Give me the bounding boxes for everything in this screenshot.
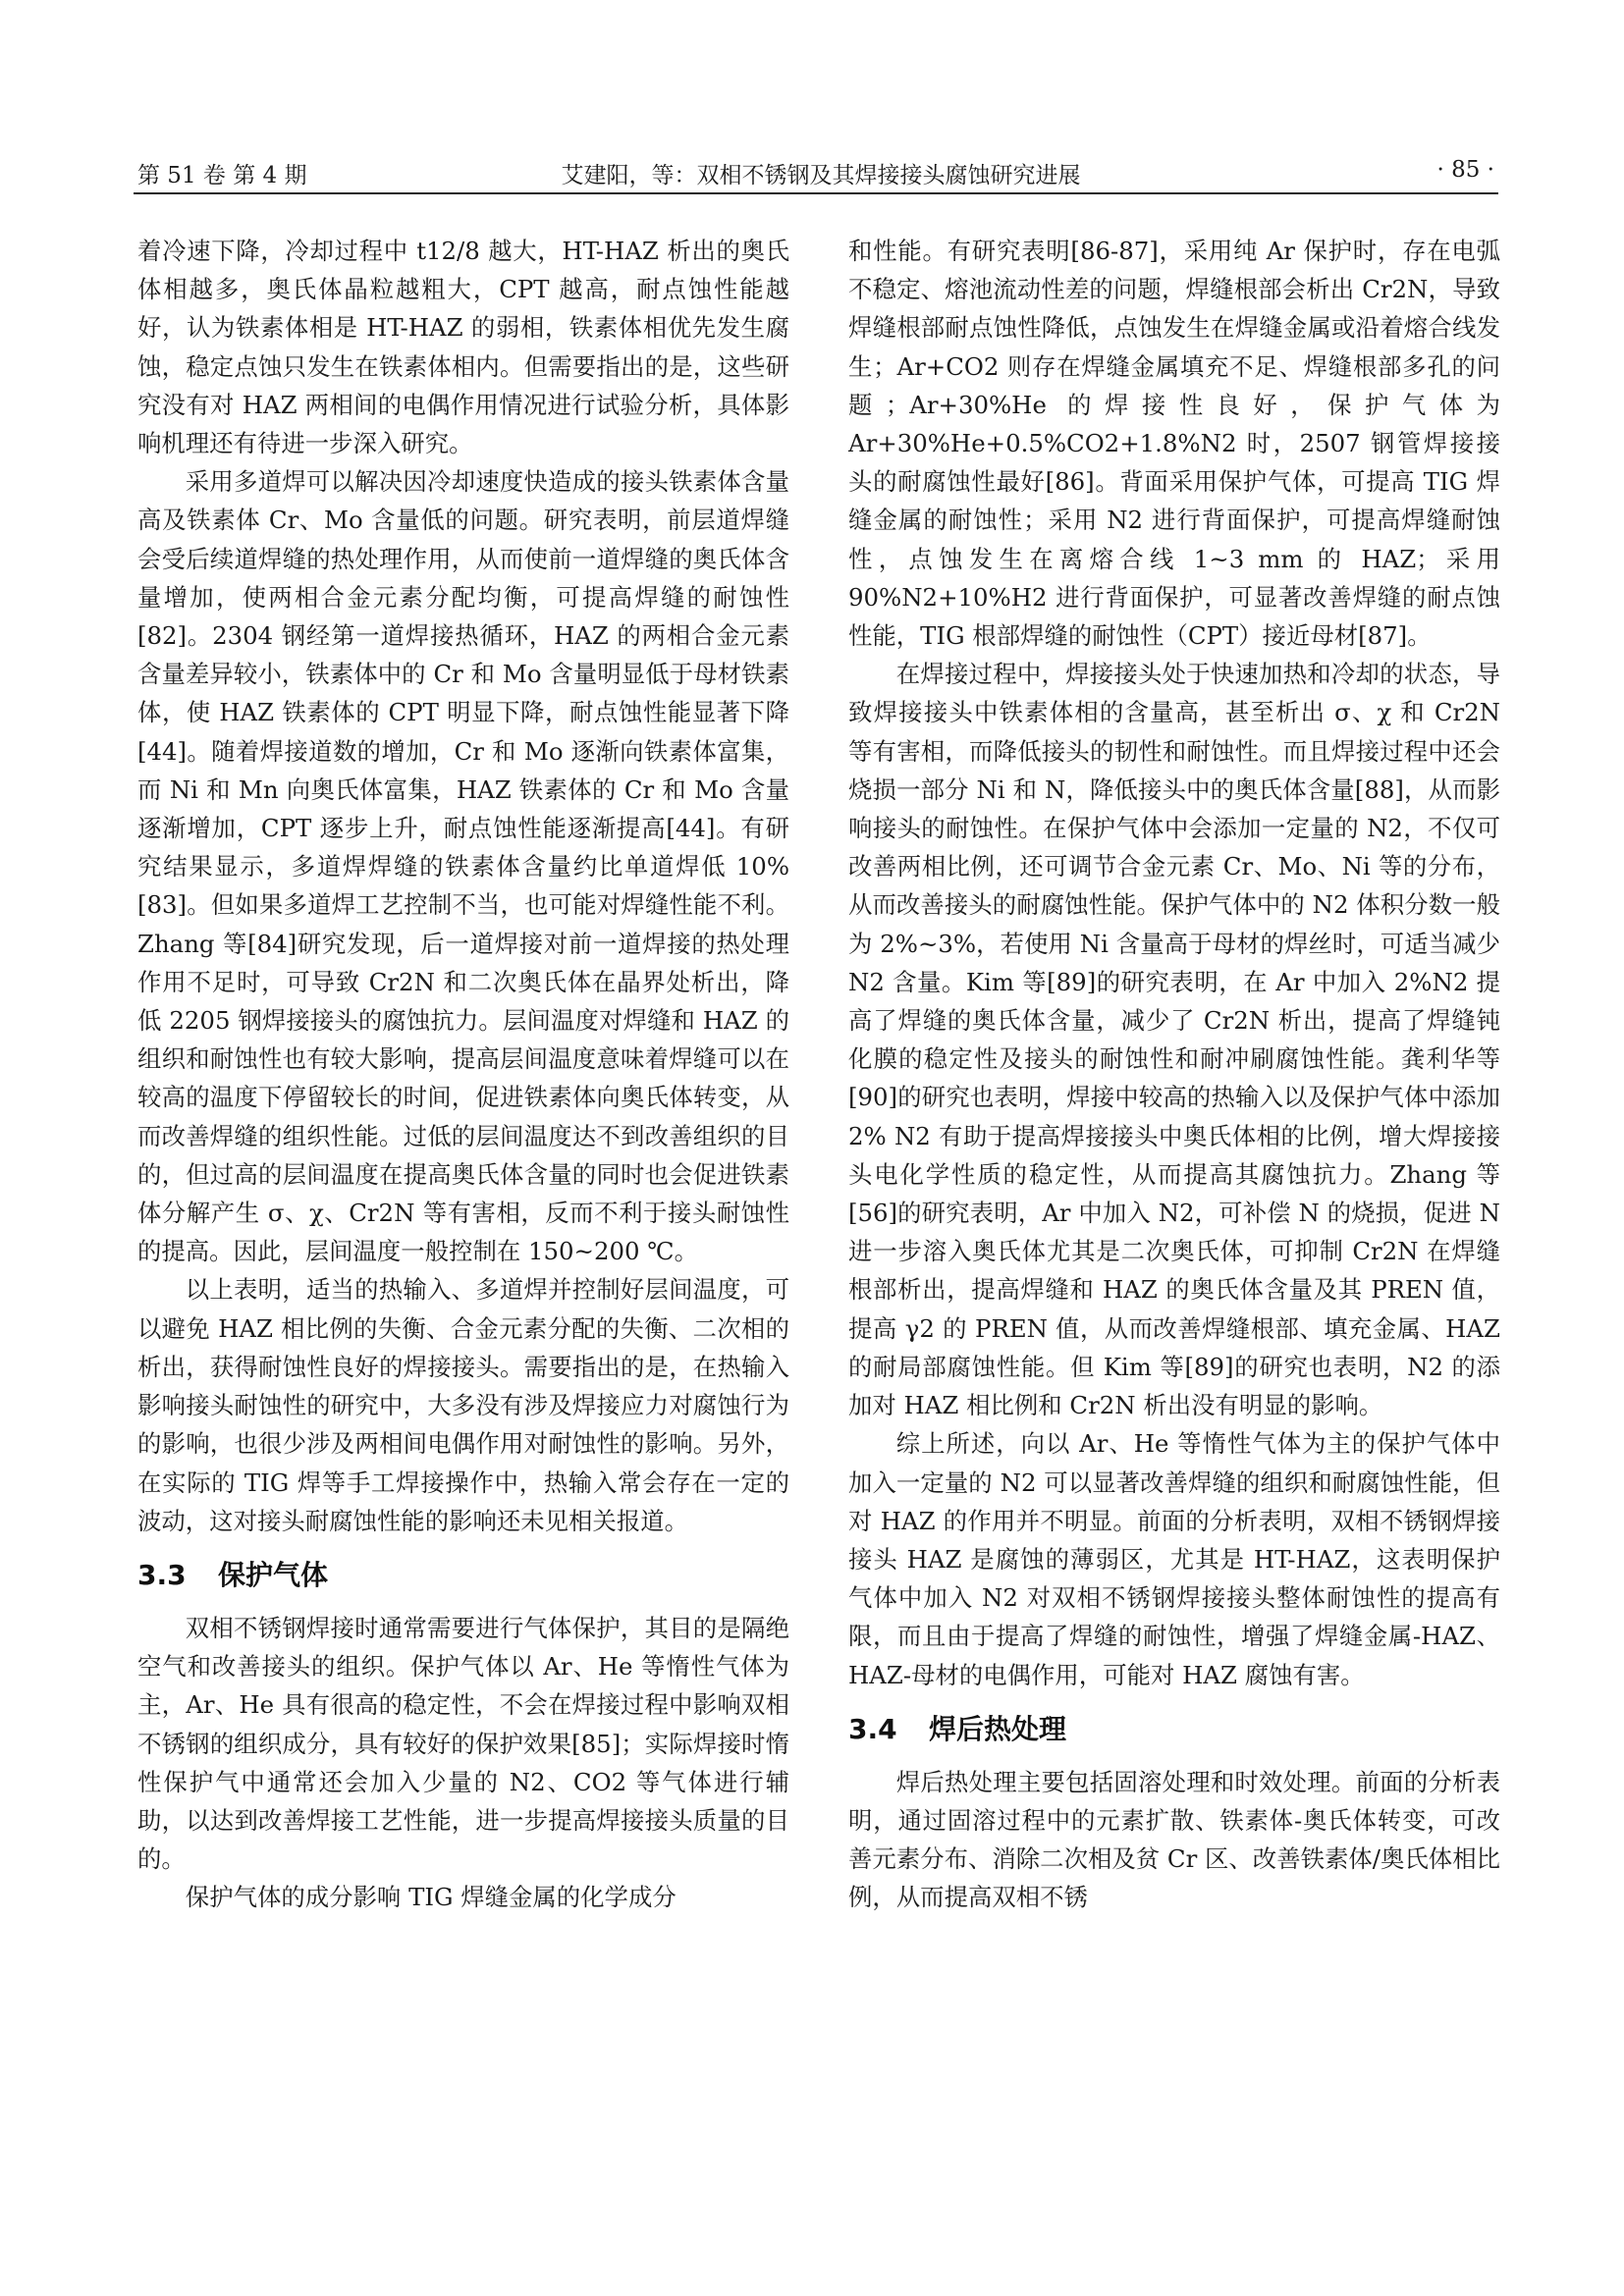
paragraph-left-2: 采用多道焊可以解决因冷却速度快造成的接头铁素体含量高及铁素体 Cr、Mo 含量低的问题。研究表明，前层道焊缝会受后续道焊缝的热处理作用，从而使前一道焊缝的奥氏体含量增加，使两相合金元素分配均衡，可提高焊缝的耐蚀性[82]。2304 钢经第一道焊接热循环，HAZ 的两相合金元素含量差异较小，铁素体中的 Cr 和 Mo 含量明显低于母材铁素体，使 HAZ 铁素体的 CPT 明显下降，耐点蚀性能显著下降[44]。随着焊接道数的增加，Cr 和 Mo 逐渐向铁素体富集，而 Ni 和 Mn 向奥氏体富集，HAZ 铁素体的 Cr 和 Mo 含量逐渐增加，CPT 逐步上升，耐点蚀性能逐渐提高[44]。有研究结果显示，多道焊焊缝的铁素体含量约比单道焊低 10%[83]。但如果多道焊工艺控制不当，也可能对焊缝性能不利。Zhang 等[84]研究发现，后一道焊接对前一道焊接的热处理作用不足时，可导致 Cr2N 和二次奥氏体在晶界处析出，降低 2205 钢焊接接头的腐蚀抗力。层间温度对焊缝和 HAZ 的组织和耐蚀性也有较大影响，提高层间温度意味着焊缝可以在较高的温度下停留较长的时间，促进铁素体向奥氏体转变，从而改善焊缝的组织性能。过低的层间温度达不到改善组织的目的，但过高的层间温度在提高奥氏体含量的同时也会促进铁素体分解产生 σ、χ、Cr2N 等有害相，反而不利于接头耐蚀性的提高。因此，层间温度一般控制在 150~200 ℃。 (137, 467, 789, 1266)
section-number: 3.4 (848, 1712, 897, 1745)
section-title: 焊后热处理 (929, 1712, 1067, 1745)
left-column (137, 232, 789, 1917)
paragraph-right-3: 综上所述，向以 Ar、He 等惰性气体为主的保护气体中加入一定量的 N2 可以显著改善焊缝的组织和耐腐蚀性能，但对 HAZ 的作用并不明显。前面的分析表明，双相不锈钢焊接接头 HAZ 是腐蚀的薄弱区，尤其是 HT-HAZ，这表明保护气体中加入 N2 对双相不锈钢焊接接头整体耐蚀性的提高有限，而且由于提高了焊缝的耐蚀性，增强了焊缝金属-HAZ、HAZ-母材的电偶作用，可能对 HAZ 腐蚀有害。 (848, 1429, 1500, 1689)
page-number: · 85 · (1436, 157, 1494, 183)
running-header (134, 149, 1498, 194)
journal-volume-issue: 第 51 卷 第 4 期 (137, 163, 307, 188)
section-heading-3-4 (848, 1709, 1500, 1750)
paragraph-right-4: 焊后热处理主要包括固溶处理和时效处理。前面的分析表明，通过固溶过程中的元素扩散、铁素体-奥氏体转变，可改善元素分布、消除二次相及贫 Cr 区、改善铁素体/奥氏体相比例，从而提高双相不锈 (848, 1767, 1500, 1912)
right-column (848, 232, 1500, 1917)
section-title: 保护气体 (218, 1558, 329, 1591)
section-heading-3-3 (137, 1555, 789, 1596)
paragraph-left-4: 双相不锈钢焊接时通常需要进行气体保护，其目的是隔绝空气和改善接头的组织。保护气体以 Ar、He 等惰性气体为主，Ar、He 具有很高的稳定性，不会在焊接过程中影响双相不锈钢的组织成分，具有较好的保护效果[85]；实际焊接时惰性保护气中通常还会加入少量的 N2、CO2 等气体进行辅助，以达到改善焊接工艺性能，进一步提高焊接接头质量的目的。 (137, 1613, 789, 1874)
paragraph-right-2: 在焊接过程中，焊接接头处于快速加热和冷却的状态，导致焊接接头中铁素体相的含量高，甚至析出 σ、χ 和 Cr2N 等有害相，而降低接头的韧性和耐蚀性。而且焊接过程中还会烧损一部分 Ni 和 N，降低接头中的奥氏体含量[88]，从而影响接头的耐蚀性。在保护气体中会添加一定量的 N2，不仅可改善两相比例，还可调节合金元素 Cr、Mo、Ni 等的分布，从而改善接头的耐腐蚀性能。保护气体中的 N2 体积分数一般为 2%~3%，若使用 Ni 含量高于母材的焊丝时，可适当减少 N2 含量。Kim 等[89]的研究表明，在 Ar 中加入 2%N2 提高了焊缝的奥氏体含量，减少了 Cr2N 析出，提高了焊缝钝化膜的稳定性及接头的耐蚀性和耐冲刷腐蚀性能。龚利华等[90]的研究也表明，焊接中较高的热输入以及保护气体中添加 2% N2 有助于提高焊接接头中奥氏体相的比例，增大焊接接头电化学性质的稳定性，从而提高其腐蚀抗力。Zhang 等[56]的研究表明，Ar 中加入 N2，可补偿 N 的烧损，促进 N 进一步溶入奥氏体尤其是二次奥氏体，可抑制 Cr2N 在焊缝根部析出，提高焊缝和 HAZ 的奥氏体含量及其 PREN 值，提高 γ2 的 PREN 值，从而改善焊缝根部、填充金属、HAZ 的耐局部腐蚀性能。但 Kim 等[89]的研究也表明，N2 的添加对 HAZ 相比例和 Cr2N 析出没有明显的影响。 (848, 660, 1500, 1420)
section-number: 3.3 (137, 1558, 187, 1591)
paragraph-left-1: 着冷速下降，冷却过程中 t12/8 越大，HT-HAZ 析出的奥氏体相越多，奥氏体晶粒越粗大，CPT 越高，耐点蚀性能越好，认为铁素体相是 HT-HAZ 的弱相，铁素体相优先发生腐蚀，稳定点蚀只发生在铁素体相内。但需要指出的是，这些研究没有对 HAZ 两相间的电偶作用情况进行试验分析，具体影响机理还有待进一步深入研究。 (137, 237, 789, 458)
paragraph-left-5: 保护气体的成分影响 TIG 焊缝金属的化学成分 (185, 1883, 677, 1912)
paragraph-left-3: 以上表明，适当的热输入、多道焊并控制好层间温度，可以避免 HAZ 相比例的失衡、合金元素分配的失衡、二次相的析出，获得耐蚀性良好的焊接接头。需要指出的是，在热输入影响接头耐蚀性的研究中，大多没有涉及焊接应力对腐蚀行为的影响，也很少涉及两相间电偶作用对耐蚀性的影响。另外，在实际的 TIG 焊等手工焊接操作中，热输入常会存在一定的波动，这对接头耐腐蚀性能的影响还未见相关报道。 (137, 1275, 789, 1535)
article-running-title: 艾建阳，等：双相不锈钢及其焊接接头腐蚀研究进展 (561, 163, 1081, 188)
paragraph-right-1: 和性能。有研究表明[86-87]，采用纯 Ar 保护时，存在电弧不稳定、熔池流动性差的问题，焊缝根部会析出 Cr2N，导致焊缝根部耐点蚀性降低，点蚀发生在焊缝金属或沿着熔合线发生；Ar+CO2 则存在焊缝金属填充不足、焊缝根部多孔的问题；Ar+30%He 的焊接性良好，保护气体为 Ar+30%He+0.5%CO2+1.8%N2 时，2507 钢管焊接接头的耐腐蚀性最好[86]。背面采用保护气体，可提高 TIG 焊缝金属的耐蚀性；采用 N2 进行背面保护，可提高焊缝耐蚀性，点蚀发生在离熔合线 1~3 mm 的 HAZ；采用 90%N2+10%H2 进行背面保护，可显著改善焊缝的耐点蚀性能，TIG 根部焊缝的耐蚀性（CPT）接近母材[87]。 (848, 237, 1500, 651)
